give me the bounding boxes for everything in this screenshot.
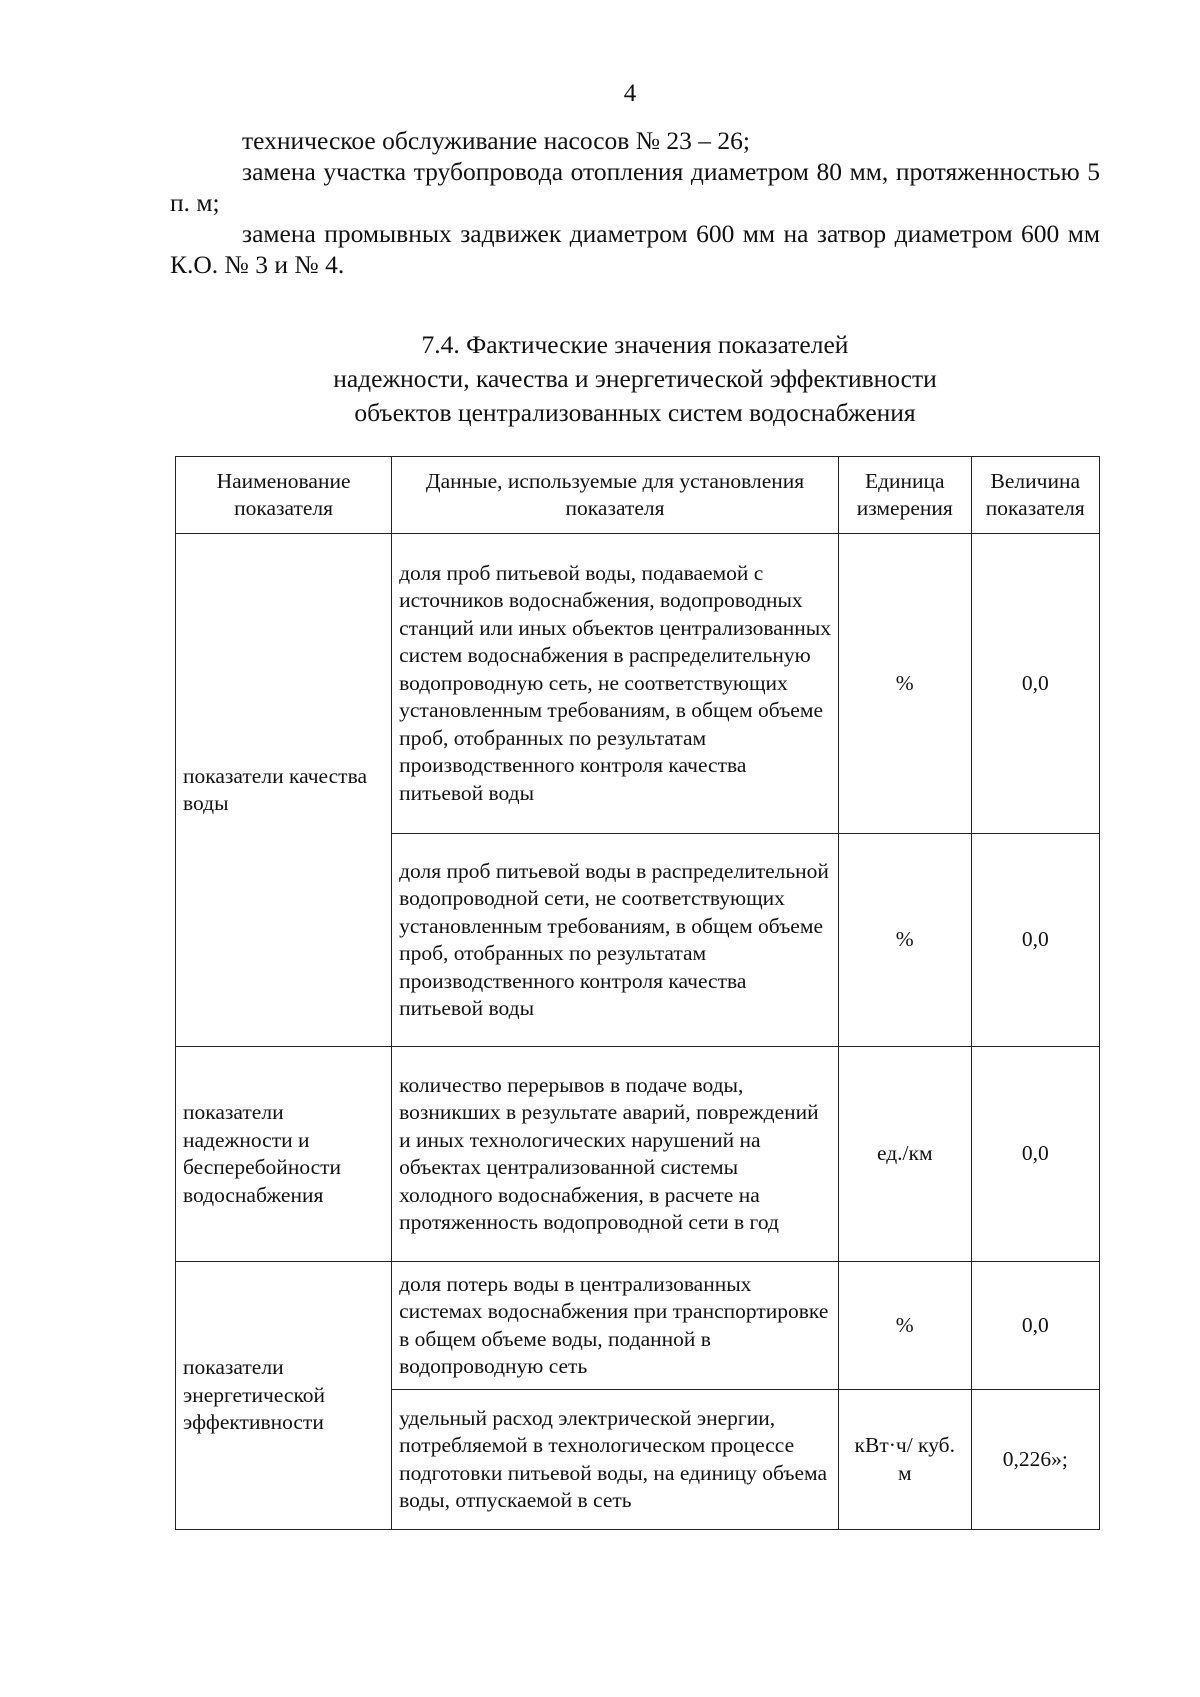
group-name-reliability: показатели надежности и бесперебойности водоснабжения — [176, 1047, 392, 1262]
paragraph-pipe-replacement: замена участка трубопровода отопления диаметром 80 мм, протяженностью 5 п. м; — [170, 157, 1100, 217]
row-value: 0,0 — [971, 1262, 1099, 1390]
heading-line-2: надежности, качества и энергетической эффективности — [333, 364, 937, 393]
page-number: 4 — [623, 80, 637, 107]
row-unit: % — [838, 834, 971, 1047]
table-header-row — [176, 457, 1100, 534]
row-data: доля потерь воды в централизованных системах водоснабжения при транспортировке в общем объеме воды, поданной в водопроводную сеть — [392, 1262, 839, 1390]
row-data: доля проб питьевой воды, подаваемой с источников водоснабжения, водопроводных станций или иных объектов централизованных систем водоснабжения в распределительную водопроводную сеть, не соответствующих установленным требованиям, в общем объеме проб, отобранных по результатам производственного контроля качества питьевой воды — [392, 534, 839, 834]
header-indicator-name: Наименование показателя — [176, 457, 392, 534]
row-unit: % — [838, 1262, 971, 1390]
heading-line-1: 7.4. Фактические значения показателей — [421, 330, 849, 359]
section-heading — [170, 328, 1100, 430]
paragraph-valve-replacement: замена промывных задвижек диаметром 600 мм на затвор диаметром 600 мм К.О. № 3 и № 4. — [170, 219, 1100, 279]
row-unit: ед./км — [838, 1047, 971, 1262]
group-name-water-quality: показатели качества воды — [176, 534, 392, 1047]
heading-line-3: объектов централизованных систем водоснабжения — [354, 398, 916, 427]
paragraph-pump-maintenance: техническое обслуживание насосов № 23 – 26; — [242, 126, 751, 155]
row-unit: кВт·ч/ куб. м — [838, 1390, 971, 1530]
group-name-energy-efficiency: показатели энергетической эффективности — [176, 1262, 392, 1530]
header-data-used: Данные, используемые для установления показателя — [392, 457, 839, 534]
body-text — [170, 125, 1100, 280]
table-row — [176, 1262, 1100, 1390]
header-value: Величина показателя — [971, 457, 1099, 534]
row-unit: % — [838, 534, 971, 834]
indicators-table — [175, 456, 1100, 1530]
table-row — [176, 534, 1100, 834]
row-data: количество перерывов в подаче воды, возникших в результате аварий, повреждений и иных технологических нарушений на объектах централизованной системы холодного водоснабжения, в расчете на протяженность водопроводной сети в год — [392, 1047, 839, 1262]
header-unit: Единица измерения — [838, 457, 971, 534]
row-data: удельный расход электрической энергии, потребляемой в технологическом процессе подготовки питьевой воды, на единицу объема воды, отпускаемой в сеть — [392, 1390, 839, 1530]
row-value: 0,0 — [971, 1047, 1099, 1262]
row-value: 0,226»; — [971, 1390, 1099, 1530]
row-data: доля проб питьевой воды в распределительной водопроводной сети, не соответствующих установленным требованиям, в общем объеме проб, отобранных по результатам производственного контроля качества питьевой воды — [392, 834, 839, 1047]
row-value: 0,0 — [971, 534, 1099, 834]
row-value: 0,0 — [971, 834, 1099, 1047]
table-row — [176, 1047, 1100, 1262]
